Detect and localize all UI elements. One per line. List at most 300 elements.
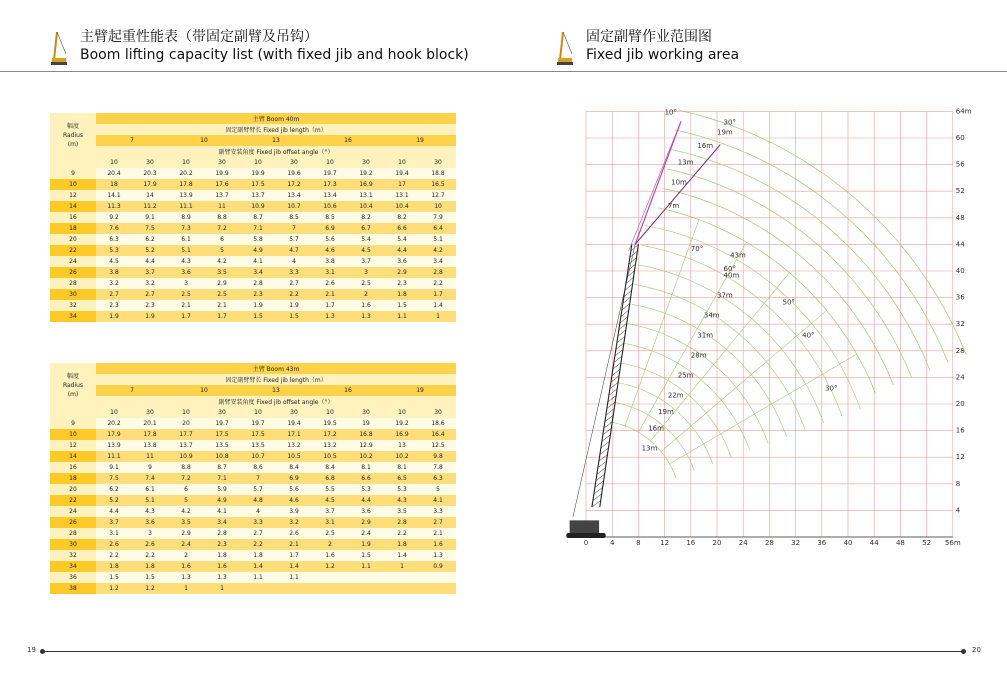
capacity-cell: 1.5 [384, 300, 420, 311]
offset-angle-cell: 30 [420, 157, 456, 168]
capacity-cell [312, 572, 348, 583]
capacity-cell: 3.6 [384, 256, 420, 267]
capacity-cell: 3.8 [312, 256, 348, 267]
capacity-cell: 1.1 [240, 572, 276, 583]
capacity-cell: 19.9 [240, 168, 276, 179]
right-header-rule [503, 71, 1007, 72]
capacity-cell: 4.2 [420, 245, 456, 256]
y-tick-label: 44 [955, 240, 965, 249]
x-tick-label: 48 [895, 539, 905, 545]
capacity-cell: 1.7 [204, 311, 240, 322]
capacity-cell: 1.9 [276, 300, 312, 311]
capacity-cell: 17.9 [132, 179, 168, 190]
capacity-cell: 2.9 [204, 278, 240, 289]
capacity-cell: 4.1 [420, 495, 456, 506]
capacity-cell: 2.2 [420, 278, 456, 289]
left-title-en: Boom lifting capacity list (with fixed jib and hook block) [80, 47, 469, 63]
capacity-cell: 11 [204, 201, 240, 212]
capacity-cell: 5.6 [312, 234, 348, 245]
boom-length-header: 主臂 Boom 43m [96, 363, 456, 374]
offset-angle-cell: 30 [204, 157, 240, 168]
capacity-cell: 1.3 [168, 572, 204, 583]
radius-cell: 10 [50, 179, 96, 190]
capacity-cell: 6.9 [276, 473, 312, 484]
jib-angle-label: 10° [664, 108, 678, 117]
capacity-cell: 2 [312, 539, 348, 550]
capacity-cell: 17.1 [276, 429, 312, 440]
footer-dot-right [961, 649, 966, 654]
x-tick-label: 44 [869, 539, 879, 545]
capacity-cell: 7.1 [240, 223, 276, 234]
offset-angle-cell: 10 [96, 157, 132, 168]
capacity-cell: 4.3 [168, 256, 204, 267]
jib-length-label: 16m [697, 141, 714, 150]
offset-angle-cell: 10 [96, 407, 132, 418]
capacity-cell: 1.7 [420, 289, 456, 300]
capacity-cell: 13.2 [312, 440, 348, 451]
capacity-cell: 1.5 [276, 311, 312, 322]
jib-length-cell: 10 [168, 135, 240, 146]
radius-cell: 24 [50, 506, 96, 517]
capacity-cell: 3 [348, 267, 384, 278]
capacity-cell: 20.1 [132, 418, 168, 429]
jib-length-label: 19m [717, 128, 733, 137]
radius-header-en: Radius [62, 131, 84, 139]
capacity-cell: 10.5 [276, 451, 312, 462]
y-tick-label: 48 [955, 213, 965, 222]
capacity-cell: 2 [168, 550, 204, 561]
capacity-cell: 9.1 [132, 212, 168, 223]
boom-angle-label: 50° [782, 298, 795, 307]
capacity-cell: 5.7 [276, 234, 312, 245]
radius-cell: 14 [50, 451, 96, 462]
capacity-cell: 1.1 [384, 311, 420, 322]
capacity-cell: 8.5 [312, 212, 348, 223]
capacity-cell: 6.7 [348, 223, 384, 234]
x-tick-label: 24 [738, 539, 748, 545]
capacity-cell: 3.3 [240, 517, 276, 528]
capacity-cell: 17.6 [204, 179, 240, 190]
capacity-cell: 2.1 [168, 300, 204, 311]
capacity-cell: 20.3 [132, 168, 168, 179]
left-header-rule [0, 71, 503, 72]
capacity-cell: 3.9 [276, 506, 312, 517]
table-row [50, 528, 456, 539]
capacity-cell: 6 [204, 234, 240, 245]
jib-length-cell: 7 [96, 385, 168, 396]
radius-cell: 10 [50, 429, 96, 440]
capacity-cell: 1.6 [168, 561, 204, 572]
capacity-cell: 2.1 [312, 289, 348, 300]
capacity-cell: 3.7 [132, 267, 168, 278]
capacity-cell: 1.9 [96, 311, 132, 322]
capacity-cell: 3.2 [96, 278, 132, 289]
offset-angle-cell: 30 [276, 407, 312, 418]
capacity-cell [240, 583, 276, 594]
radius-cell: 16 [50, 462, 96, 473]
boom-length-label: 16m [648, 424, 664, 433]
boom-angle-label: 70° [690, 245, 704, 254]
y-tick-label: 28 [955, 346, 965, 355]
capacity-cell: 7.3 [168, 223, 204, 234]
capacity-cell: 4.4 [384, 245, 420, 256]
boom-angle-label: 40° [802, 331, 815, 340]
capacity-cell: 5 [204, 245, 240, 256]
capacity-cell: 7.5 [132, 223, 168, 234]
capacity-cell: 7.6 [96, 223, 132, 234]
capacity-cell: 2.1 [204, 300, 240, 311]
capacity-cell: 2.5 [312, 528, 348, 539]
radius-cell: 18 [50, 473, 96, 484]
capacity-cell: 1.4 [420, 300, 456, 311]
capacity-cell: 7.4 [132, 473, 168, 484]
radius-header-unit: (m) [67, 140, 79, 148]
capacity-cell: 6.1 [132, 484, 168, 495]
capacity-cell: 17 [384, 179, 420, 190]
capacity-cell: 2.5 [204, 289, 240, 300]
y-tick-label: 36 [955, 293, 965, 302]
capacity-cell: 7.2 [204, 223, 240, 234]
capacity-cell: 2.8 [384, 517, 420, 528]
capacity-cell: 8.6 [240, 462, 276, 473]
radius-header-cn: 幅度 [66, 122, 79, 130]
capacity-cell: 1.6 [312, 550, 348, 561]
boom-length-label: 31m [697, 331, 714, 340]
capacity-cell: 1.6 [420, 539, 456, 550]
capacity-cell: 1.5 [240, 311, 276, 322]
offset-angle-cell: 10 [384, 157, 420, 168]
x-tick-label: 52 [922, 539, 932, 545]
jib-length-cell: 16 [312, 135, 384, 146]
table-row [50, 572, 456, 583]
capacity-cell: 1.4 [240, 561, 276, 572]
capacity-cell: 1.8 [384, 539, 420, 550]
capacity-cell: 10.7 [276, 201, 312, 212]
capacity-cell: 19 [348, 418, 384, 429]
jib-length-label: 10m [671, 178, 687, 187]
capacity-cell: 5.8 [240, 234, 276, 245]
boom-length-label: 19m [658, 407, 674, 416]
capacity-cell: 6 [168, 484, 204, 495]
table-row [50, 561, 456, 572]
left-title-cn: 主臂起重性能表（带固定副臂及吊钩） [80, 29, 318, 45]
capacity-cell: 10.2 [348, 451, 384, 462]
capacity-cell: 0.9 [420, 561, 456, 572]
x-tick-label: 4 [609, 539, 615, 545]
capacity-cell: 7.8 [420, 462, 456, 473]
capacity-cell: 5.3 [348, 484, 384, 495]
table-row [50, 550, 456, 561]
table-row [50, 212, 456, 223]
capacity-cell: 6.2 [132, 234, 168, 245]
jib-length-cell: 7 [96, 135, 168, 146]
capacity-cell: 9 [132, 462, 168, 473]
capacity-cell: 5 [420, 484, 456, 495]
capacity-cell: 9.8 [420, 451, 456, 462]
capacity-cell: 1.1 [276, 572, 312, 583]
capacity-cell: 3.6 [132, 517, 168, 528]
capacity-cell: 19.6 [276, 168, 312, 179]
boom-length-label: 13m [641, 444, 658, 453]
radius-cell: 14 [50, 201, 96, 212]
capacity-cell: 5.1 [132, 495, 168, 506]
offset-angle-cell: 30 [132, 157, 168, 168]
capacity-cell: 2.8 [204, 528, 240, 539]
capacity-cell: 1 [168, 583, 204, 594]
jib-length-label: 13m [677, 158, 694, 167]
table-row [50, 223, 456, 234]
capacity-cell: 18.6 [420, 418, 456, 429]
capacity-cell: 17.7 [168, 429, 204, 440]
offset-angle-cell: 30 [348, 407, 384, 418]
capacity-cell: 2.6 [96, 539, 132, 550]
capacity-cell: 9.2 [96, 212, 132, 223]
capacity-cell: 8.2 [348, 212, 384, 223]
capacity-cell: 2.2 [276, 289, 312, 300]
capacity-cell: 19.5 [312, 418, 348, 429]
table-row [50, 278, 456, 289]
capacity-cell: 2.3 [240, 289, 276, 300]
capacity-cell: 5.3 [96, 245, 132, 256]
jib-length-cell: 10 [168, 385, 240, 396]
capacity-cell: 20 [168, 418, 204, 429]
radius-cell: 9 [50, 168, 96, 179]
x-tick-label: 16 [686, 539, 696, 545]
capacity-cell: 10 [420, 201, 456, 212]
capacity-cell: 7.9 [420, 212, 456, 223]
offset-angle-cell: 10 [168, 407, 204, 418]
jib-length-header: 固定副臂臂长 Fixed jib length（m） [96, 124, 456, 135]
capacity-cell: 2.5 [168, 289, 204, 300]
radius-header-cn: 幅度 [66, 372, 79, 380]
capacity-cell: 4.9 [240, 245, 276, 256]
capacity-cell: 2.3 [204, 539, 240, 550]
capacity-cell [348, 572, 384, 583]
y-tick-label: 60 [955, 134, 965, 142]
capacity-cell: 1.2 [96, 583, 132, 594]
capacity-cell: 8.2 [384, 212, 420, 223]
capacity-cell: 1.8 [384, 289, 420, 300]
radius-header-spacer [50, 407, 96, 418]
capacity-cell: 18 [96, 179, 132, 190]
capacity-cell: 13.5 [204, 440, 240, 451]
capacity-cell: 1.3 [204, 572, 240, 583]
offset-angle-cell: 30 [348, 157, 384, 168]
capacity-cell: 1.5 [96, 572, 132, 583]
capacity-cell: 16.4 [420, 429, 456, 440]
capacity-cell: 3.1 [312, 267, 348, 278]
capacity-cell: 1.7 [312, 300, 348, 311]
capacity-cell: 2.2 [384, 528, 420, 539]
table-row [50, 311, 456, 322]
capacity-cell: 1.9 [132, 311, 168, 322]
capacity-cell: 5.5 [312, 484, 348, 495]
capacity-cell: 6.3 [96, 234, 132, 245]
boom-length-label: 43m [730, 251, 746, 260]
capacity-cell: 11.1 [168, 201, 204, 212]
capacity-cell: 10.7 [240, 451, 276, 462]
radius-cell: 32 [50, 300, 96, 311]
y-tick-label: 4 [955, 506, 961, 515]
capacity-cell: 19.7 [312, 168, 348, 179]
capacity-cell: 6.2 [96, 484, 132, 495]
capacity-cell [384, 583, 420, 594]
offset-angle-cell: 30 [132, 407, 168, 418]
capacity-cell: 2.6 [132, 539, 168, 550]
capacity-cell: 3.6 [348, 506, 384, 517]
y-tick-label: 16 [955, 426, 965, 435]
capacity-cell: 7 [276, 223, 312, 234]
capacity-cell: 4.5 [312, 495, 348, 506]
capacity-cell: 16.9 [384, 429, 420, 440]
jib-length-cell: 19 [384, 385, 456, 396]
capacity-cell: 1 [384, 561, 420, 572]
y-tick-label: 20 [955, 400, 965, 408]
x-tick-label: 28 [764, 539, 774, 545]
table-row [50, 179, 456, 190]
y-tick-label: 32 [955, 320, 965, 329]
x-tick-label: 40 [843, 539, 853, 545]
capacity-cell: 19.7 [204, 418, 240, 429]
table-row [50, 495, 456, 506]
capacity-cell: 1.2 [312, 561, 348, 572]
offset-angle-header: 副臂安装角度 Fixed jib offset angle（°） [96, 146, 456, 157]
capacity-cell: 4.5 [348, 245, 384, 256]
capacity-cell: 1.9 [240, 300, 276, 311]
offset-angle-cell: 30 [420, 407, 456, 418]
y-tick-label: 64m [955, 107, 972, 116]
radius-cell: 9 [50, 418, 96, 429]
radius-cell: 30 [50, 539, 96, 550]
capacity-cell: 2.3 [384, 278, 420, 289]
radius-cell: 36 [50, 572, 96, 583]
capacity-cell [348, 583, 384, 594]
capacity-cell: 8.9 [168, 212, 204, 223]
capacity-cell: 5.2 [96, 495, 132, 506]
capacity-cell: 19.7 [240, 418, 276, 429]
capacity-cell: 3.4 [204, 517, 240, 528]
capacity-cell: 18.8 [420, 168, 456, 179]
capacity-cell: 3.3 [276, 267, 312, 278]
capacity-cell: 7 [240, 473, 276, 484]
capacity-cell: 2.2 [96, 550, 132, 561]
capacity-cell: 13.1 [348, 190, 384, 201]
capacity-cell: 16.5 [420, 179, 456, 190]
capacity-cell: 17.9 [96, 429, 132, 440]
capacity-cell: 14 [132, 190, 168, 201]
capacity-cell: 4.5 [96, 256, 132, 267]
capacity-cell: 13.4 [276, 190, 312, 201]
capacity-cell: 4 [276, 256, 312, 267]
offset-angle-header: 副臂安装角度 Fixed jib offset angle（°） [96, 396, 456, 407]
radius-cell: 20 [50, 234, 96, 245]
capacity-cell: 1 [420, 311, 456, 322]
boom-length-label: 40m [723, 271, 740, 280]
radius-cell: 30 [50, 289, 96, 300]
left-page-header [80, 28, 469, 72]
capacity-cell: 4.2 [168, 506, 204, 517]
capacity-cell: 8.4 [276, 462, 312, 473]
capacity-cell: 19.2 [348, 168, 384, 179]
x-tick-label: 8 [636, 539, 641, 545]
capacity-cell [420, 572, 456, 583]
capacity-cell: 13 [384, 440, 420, 451]
capacity-cell: 10.5 [312, 451, 348, 462]
capacity-cell: 2.2 [132, 550, 168, 561]
x-tick-label: 20 [712, 539, 722, 545]
capacity-cell: 11.1 [96, 451, 132, 462]
footer-rule [44, 651, 963, 652]
offset-angle-cell: 10 [240, 157, 276, 168]
capacity-cell: 13.8 [132, 440, 168, 451]
capacity-cell: 2.3 [132, 300, 168, 311]
capacity-cell: 20.2 [96, 418, 132, 429]
boom-length-label: 25m [677, 371, 694, 380]
capacity-cell: 4.1 [240, 256, 276, 267]
capacity-cell: 5.7 [240, 484, 276, 495]
capacity-cell: 3.2 [132, 278, 168, 289]
capacity-cell: 7.1 [204, 473, 240, 484]
capacity-cell: 2.3 [96, 300, 132, 311]
capacity-cell: 12.7 [420, 190, 456, 201]
capacity-cell: 3.8 [96, 267, 132, 278]
capacity-cell: 3.3 [420, 506, 456, 517]
capacity-cell: 3.1 [312, 517, 348, 528]
capacity-cell: 1.8 [204, 550, 240, 561]
right-page-header [586, 28, 739, 72]
radius-cell: 28 [50, 278, 96, 289]
jib-length-cell: 19 [384, 135, 456, 146]
jib-reach-arc [679, 110, 966, 355]
radius-cell: 18 [50, 223, 96, 234]
radius-header-en: Radius [62, 381, 84, 389]
capacity-cell: 16.8 [348, 429, 384, 440]
capacity-cell: 10.2 [384, 451, 420, 462]
capacity-cell: 17.2 [276, 179, 312, 190]
table-row [50, 462, 456, 473]
capacity-cell: 2.9 [384, 267, 420, 278]
capacity-cell: 2.7 [276, 278, 312, 289]
table-row [50, 256, 456, 267]
offset-angle-cell: 10 [384, 407, 420, 418]
capacity-cell: 12.9 [348, 440, 384, 451]
boom-angle-label: 30° [825, 384, 838, 393]
capacity-cell: 4.7 [276, 245, 312, 256]
capacity-cell: 1.4 [384, 550, 420, 561]
capacity-cell: 13.9 [168, 190, 204, 201]
capacity-cell: 3 [132, 528, 168, 539]
capacity-cell: 11.2 [132, 201, 168, 212]
capacity-cell: 1.8 [132, 561, 168, 572]
capacity-cell: 4.9 [204, 495, 240, 506]
capacity-cell: 5.1 [168, 245, 204, 256]
jib-length-cell: 16 [312, 385, 384, 396]
boom-angle-label: 60° [723, 265, 736, 273]
table-row [50, 300, 456, 311]
right-title-cn: 固定副臂作业范围图 [586, 29, 712, 45]
capacity-cell: 6.6 [348, 473, 384, 484]
capacity-cell: 1.8 [96, 561, 132, 572]
capacity-cell: 17.5 [204, 429, 240, 440]
capacity-cell: 4.6 [312, 245, 348, 256]
capacity-cell: 17.5 [240, 179, 276, 190]
capacity-cell: 8.7 [204, 462, 240, 473]
offset-angle-cell: 10 [240, 407, 276, 418]
capacity-cell: 8.1 [348, 462, 384, 473]
capacity-cell: 1.5 [348, 550, 384, 561]
capacity-cell: 17.8 [132, 429, 168, 440]
table-row [50, 506, 456, 517]
